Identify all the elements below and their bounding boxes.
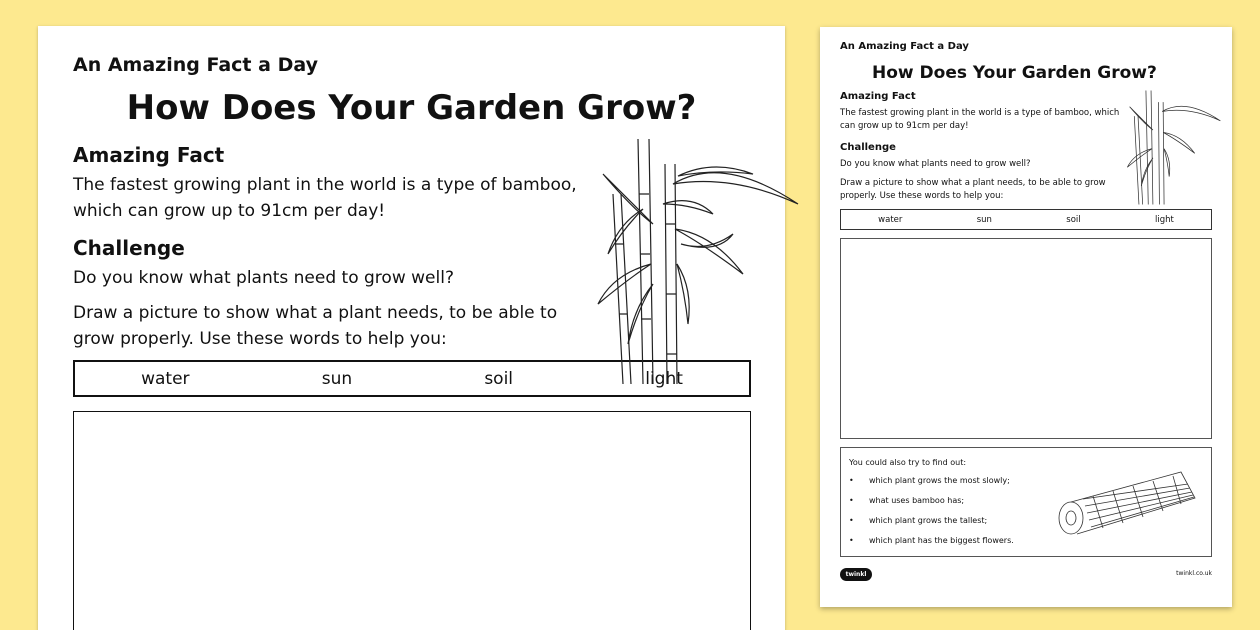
bamboo-mat-icon	[1053, 466, 1198, 541]
worksheet-zoomed	[38, 26, 785, 630]
worksheet-subtitle: An Amazing Fact a Day	[840, 41, 969, 52]
list-item: • which plant grows the most slowly;	[849, 476, 1014, 496]
challenge-heading: Challenge	[840, 142, 896, 153]
challenge-heading: Challenge	[73, 236, 185, 260]
worksheet-title: How Does Your Garden Grow?	[872, 63, 1157, 83]
bullet-icon: •	[849, 516, 854, 525]
fact-text: The fastest growing plant in the world is a type of bamboo, which can grow up to 91cm per day!	[73, 175, 577, 221]
word-bank-item: light	[645, 368, 683, 389]
challenge-instruction: Draw a picture to show what a plant needs, to be able to grow properly. Use these words to help you:	[73, 303, 558, 349]
list-item: • which plant grows the tallest;	[849, 516, 1014, 536]
challenge-question: Do you know what plants need to grow well?	[73, 268, 454, 288]
word-bank-item: sun	[321, 368, 353, 389]
find-out-intro: You could also try to find out:	[849, 458, 967, 467]
challenge-instruction: Draw a picture to show what a plant needs, to be able to grow properly. Use these words to help you:	[840, 178, 1106, 201]
word-bank-item: soil	[1066, 214, 1081, 225]
worksheet-preview	[820, 27, 1232, 607]
challenge-question: Do you know what plants need to grow well?	[840, 159, 1031, 169]
twinkl-logo: twinkl	[840, 568, 872, 581]
list-item: • which plant has the biggest flowers.	[849, 536, 1014, 556]
bullet-icon: •	[849, 476, 854, 485]
worksheet-title: How Does Your Garden Grow?	[126, 88, 697, 128]
bullet-icon: •	[849, 536, 854, 545]
fact-text: The fastest growing plant in the world is a type of bamboo, which can grow up to 91cm per day!	[840, 108, 1120, 131]
list-item: • what uses bamboo has;	[849, 496, 1014, 516]
word-bank	[840, 209, 1212, 230]
word-bank-item: sun	[976, 214, 992, 225]
word-bank-item: soil	[484, 368, 514, 389]
bullet-icon: •	[849, 496, 854, 505]
worksheet-subtitle: An Amazing Fact a Day	[73, 54, 318, 76]
word-bank-item: water	[878, 214, 903, 225]
word-bank-item: light	[1154, 214, 1174, 225]
fact-heading: Amazing Fact	[73, 143, 225, 167]
find-out-list	[849, 476, 1014, 556]
drawing-area[interactable]	[840, 238, 1212, 439]
find-out-box	[840, 447, 1212, 557]
footer-url: twinkl.co.uk	[1176, 570, 1212, 577]
word-bank-item: water	[141, 368, 190, 389]
bamboo-icon	[1125, 85, 1225, 210]
fact-heading: Amazing Fact	[840, 91, 916, 102]
bamboo-icon	[593, 134, 808, 389]
drawing-area[interactable]	[73, 411, 751, 630]
